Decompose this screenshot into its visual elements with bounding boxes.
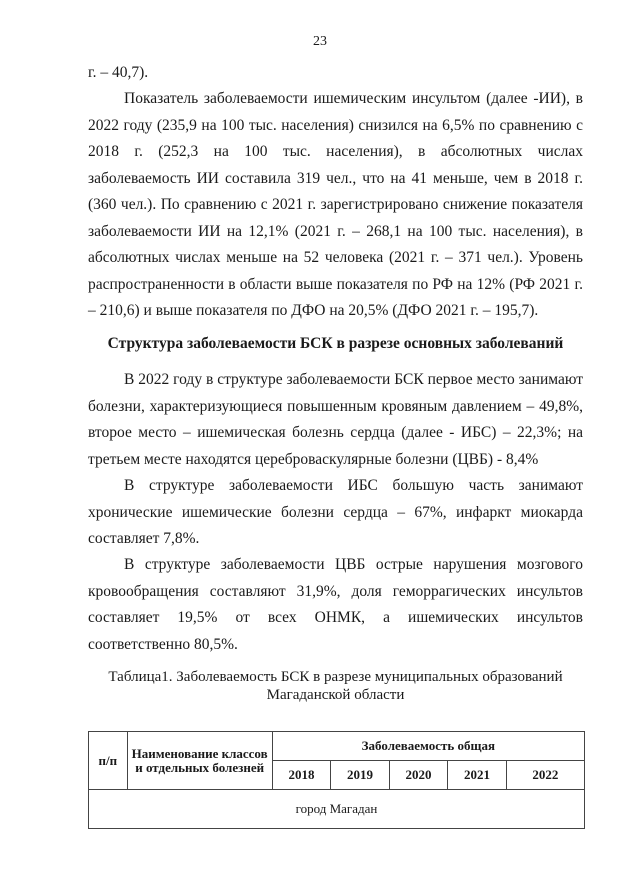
section-title: Структура заболеваемости БСК в разрезе основных заболеваний — [107, 335, 564, 352]
paragraph-ischemic-stroke: Показатель заболеваемости ишемическим инсультом (далее -ИИ), в 2022 году (235,9 на 100 тыс. населения) снизился на 6,5% по сравнению с 2018 г. (252,3 на 100 тыс. населения), в абсолютных числах заболеваемость ИИ составила 319 чел., что на 41 меньше, чем в 2018 г. (360 чел.). По сравнению с 2021 г. зарегистрировано снижение показателя заболеваемости ИИ на 12,1% (2021 г. – 268,1 на 100 тыс. населения), в абсолютных числах меньше на 52 человека (2021 г. – 371 чел.). Уровень распространенности в области выше показателя по РФ на 12% (РФ 2021 г. – 210,6) и выше показателя по ДФО на 20,5% (ДФО 2021 г. – 195,7). — [88, 90, 583, 319]
morbidity-table — [88, 731, 585, 829]
paragraph-continuation: г. – 40,7). — [88, 64, 149, 81]
col-header-name: Наименование классов и отдельных болезней — [127, 732, 272, 790]
paragraph-ibs: В структуре заболеваемости ИБС большую часть занимают хронические ишемические болезни сердца – 67%, инфаркт миокарда составляет 7,8%. — [88, 477, 583, 547]
page-number: 23 — [313, 34, 327, 49]
col-header-year: 2018 — [272, 761, 331, 790]
col-header-year: 2020 — [389, 761, 448, 790]
col-header-num: п/п — [89, 732, 128, 790]
col-header-group: Заболеваемость общая — [272, 732, 584, 761]
col-header-year: 2021 — [448, 761, 507, 790]
col-header-year: 2022 — [506, 761, 584, 790]
table-row-city: город Магадан — [89, 790, 585, 829]
paragraph-cvb: В структуре заболеваемости ЦВБ острые нарушения мозгового кровообращения составляют 31,9%, доля геморрагических инсультов составляет 19,5% от всех ОНМК, а ишемических инсультов соответственно 80,5%. — [88, 556, 583, 653]
paragraph-structure: В 2022 году в структуре заболеваемости БСК первое место занимают болезни, характеризующиеся повышенным кровяным давлением – 49,8%, второе место – ишемическая болезнь сердца (далее - ИБС) – 22,3%; на третьем месте находятся цереброваскулярные болезни (ЦВБ) - 8,4% — [88, 371, 583, 468]
col-header-year: 2019 — [331, 761, 390, 790]
table-caption: Таблица1. Заболеваемость БСК в разрезе муниципальных образований Магаданской области — [108, 669, 563, 703]
